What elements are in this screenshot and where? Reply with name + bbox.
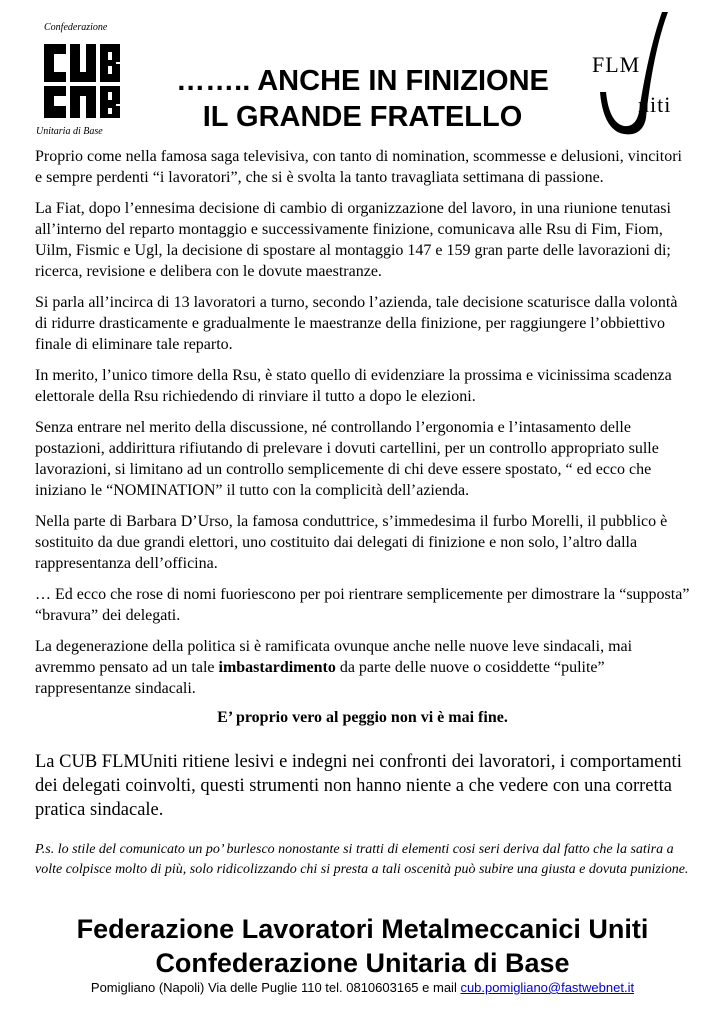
footer-federation-name: Federazione Lavoratori Metalmeccanici Uniti (76, 914, 649, 944)
cub-logo-top-text: Confederazione (44, 22, 108, 33)
conclusion: E’ proprio vero al peggio non vi è mai fine. (217, 709, 508, 726)
paragraph: Senza entrare nel merito della discussione, né controllando l’ergonomia e l’intasamento delle postazioni, addirittura rifiutando di prelevare i dovuti cartellini, per un controllo appropriato sulle lavorazioni, si limitano ad un controllo semplicemente di chi deve essere spostato, “ ed ecco che iniziano le “NOMINATION” il tutto con la complicità dell’azienda. (35, 419, 659, 499)
uniti-logo-text: niti (638, 92, 672, 117)
union-statement: La CUB FLMUniti ritiene lesivi e indegni nei confronti dei lavoratori, i comportamenti dei delegati coinvolti, questi strumenti non hanno niente a che vedere con una corretta pratica sindacale. (35, 752, 682, 820)
paragraph: Nella parte di Barbara D’Urso, la famosa conduttrice, s’immedesima il furbo Morelli, il pubblico è sostituito da due grandi elettori, uno costituito dai delegati di finizione e non solo, l’altro dalla rappresentanza dell’officina. (35, 513, 668, 572)
cub-logo-mark-icon (40, 38, 124, 124)
flm-logo-text: FLM (592, 52, 641, 77)
page-title-line-2: IL GRANDE FRATELLO (202, 101, 523, 133)
paragraph: Proprio come nella famosa saga televisiva, con tanto di nomination, scommesse e delusioni, vincitori e sempre perdenti “i lavoratori”, che si è svolta la tanto travagliata settimana di passione. (35, 148, 682, 186)
footer-contact (0, 980, 725, 996)
paragraph-text: da parte delle nuove o cosiddette “pulite” rappresentanze sindacali. (35, 659, 605, 697)
flm-uniti-logo (584, 8, 694, 138)
paragraph: … Ed ecco che rose di nomi fuoriescono per poi rientrare semplicemente per dimostrare la “supposta” “bravura” dei delegati. (35, 586, 690, 624)
cub-logo (34, 22, 130, 138)
postscript: P.s. lo stile del comunicato un po’ burlesco nonostante si tratti di elementi cosi seri deriva dal fatto che la satira a volte colpisce molto di più, solo ridicolizzando chi si presta a tali oscenità può subire una giusta e dovuta punizione. (35, 842, 689, 877)
footer-address: Pomigliano (Napoli) Via delle Puglie 110 tel. 0810603165 e mail (90, 980, 461, 995)
cub-logo-bottom-text: Unitaria di Base (36, 126, 103, 137)
footer-confederation-name: Confederazione Unitaria di Base (155, 948, 570, 978)
paragraph: La Fiat, dopo l’ennesima decisione di cambio di organizzazione del lavoro, in una riunione tenutasi all’interno del reparto montaggio e successivamente finizione, comunicava alle Rsu di Fim, Fiom, Uilm, Fismic e Ugl, la decisione di spostare al montaggio 147 e 159 gran parte delle lavorazioni di; ricerca, revisione e delibera con le dovute maestranze. (35, 200, 671, 280)
paragraph: Si parla all’incirca di 13 lavoratori a turno, secondo l’azienda, tale decisione scaturisce dalla volontà di ridurre drasticamente e gradualmente le maestranze della finizione, per raggiungere l’obbiettivo finale di eliminare tale reparto. (35, 294, 678, 353)
paragraph: In merito, l’unico timore della Rsu, è stato quello di evidenziare la prossima e vicinissima scadenza elettorale della Rsu richiedendo di rinviare il tutto a dopo le elezioni. (35, 367, 672, 405)
paragraph (35, 636, 690, 699)
email-link[interactable]: cub.pomigliano@fastwebnet.it (460, 980, 635, 995)
page-title-line-1: …….. ANCHE IN FINIZIONE (176, 65, 549, 97)
emphasis-text: imbastardimento (218, 659, 336, 676)
paragraph-text: La degenerazione della politica si è ramificata ovunque anche nelle nuove leve sindacali, mai avremmo pensato ad un tale (35, 638, 633, 676)
article-body (35, 146, 690, 890)
